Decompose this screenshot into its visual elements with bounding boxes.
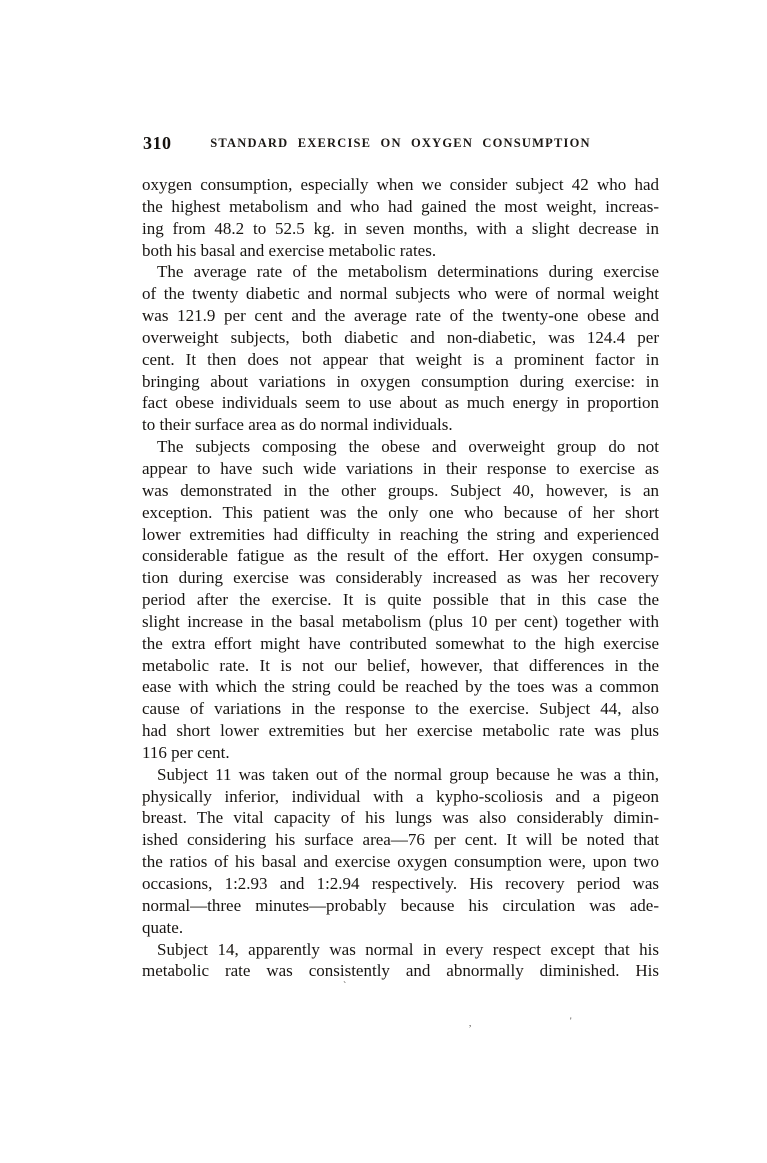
text-line: cause of variations in the response to the exercise. Subject 44, also (142, 699, 659, 719)
text-line: period after the exercise. It is quite possible that in this case the (142, 590, 659, 610)
text-line: fact obese individuals seem to use about as much energy in proportion (142, 393, 659, 413)
running-header (142, 133, 659, 155)
text-line: was 121.9 per cent and the average rate of the twenty-one obese and (142, 306, 659, 326)
text-line: cent. It then does not appear that weight is a prominent factor in (142, 349, 659, 369)
text-line: the highest metabolism and who had gained the most weight, increas- (142, 196, 659, 216)
scan-speck: ` (343, 981, 347, 992)
page-body-text (142, 174, 659, 982)
text-line: occasions, 1:2.93 and 1:2.94 respectively. His recovery period was (142, 874, 659, 893)
text-line: ease with which the string could be reached by the toes was a common (142, 677, 659, 697)
text-line: quate. (142, 917, 184, 937)
scan-speck: , (469, 1018, 472, 1028)
text-line: had short lower extremities but her exercise metabolic rate was plus (142, 721, 659, 741)
text-line: physically inferior, individual with a kypho-scoliosis and a pigeon (142, 786, 659, 806)
text-line: was demonstrated in the other groups. Subject 40, however, is an (142, 480, 659, 500)
text-line: slight increase in the basal metabolism (plus 10 per cent) together with (142, 611, 659, 631)
text-line: exception. This patient was the only one who because of her short (142, 502, 659, 522)
text-line: The average rate of the metabolism determinations during exercise (157, 262, 659, 282)
text-line: Subject 14, apparently was normal in every respect except that his (157, 939, 659, 959)
text-line: the extra effort might have contributed somewhat to the high exercise (142, 633, 659, 653)
text-line: considerable fatigue as the result of the effort. Her oxygen consump- (142, 546, 659, 566)
text-line: tion during exercise was considerably increased as was her recovery (142, 568, 659, 588)
text-line: of the twenty diabetic and normal subjects who were of normal weight (142, 284, 659, 304)
paragraph (142, 939, 659, 983)
page-number: 310 (143, 133, 172, 153)
text-line: the ratios of his basal and exercise oxygen consumption were, upon two (142, 852, 659, 872)
text-line: appear to have such wide variations in their response to exercise as (142, 458, 659, 478)
text-line: The subjects composing the obese and overweight group do not (157, 437, 659, 457)
text-line: overweight subjects, both diabetic and non-diabetic, was 124.4 per (142, 327, 659, 347)
text-line: lower extremities had difficulty in reaching the string and experienced (142, 524, 659, 544)
text-line: ished considering his surface area—76 per cent. It will be noted that (142, 830, 659, 850)
paragraph (142, 436, 659, 764)
text-line: normal—three minutes—probably because his circulation was ade- (142, 895, 659, 915)
text-line: metabolic rate. It is not our belief, however, that differences in the (142, 655, 659, 675)
text-line: metabolic rate was consistently and abnormally diminished. His (142, 961, 659, 981)
running-head-title: STANDARD EXERCISE ON OXYGEN CONSUMPTION (210, 136, 591, 150)
text-line: breast. The vital capacity of his lungs was also considerably dimin- (142, 808, 659, 828)
text-line: oxygen consumption, especially when we consider subject 42 who had (142, 175, 659, 194)
text-line: ing from 48.2 to 52.5 kg. in seven months, with a slight decrease in (142, 218, 659, 238)
text-line: Subject 11 was taken out of the normal group because he was a thin, (157, 764, 659, 784)
text-line: both his basal and exercise metabolic rates. (142, 240, 437, 260)
paragraph (142, 764, 659, 939)
text-line: to their surface area as do normal individuals. (142, 415, 453, 435)
paragraph (142, 174, 659, 261)
paragraph (142, 261, 659, 436)
text-line: bringing about variations in oxygen consumption during exercise: in (142, 371, 659, 391)
scan-speck: ' (570, 1016, 572, 1026)
text-line: 116 per cent. (142, 742, 230, 762)
